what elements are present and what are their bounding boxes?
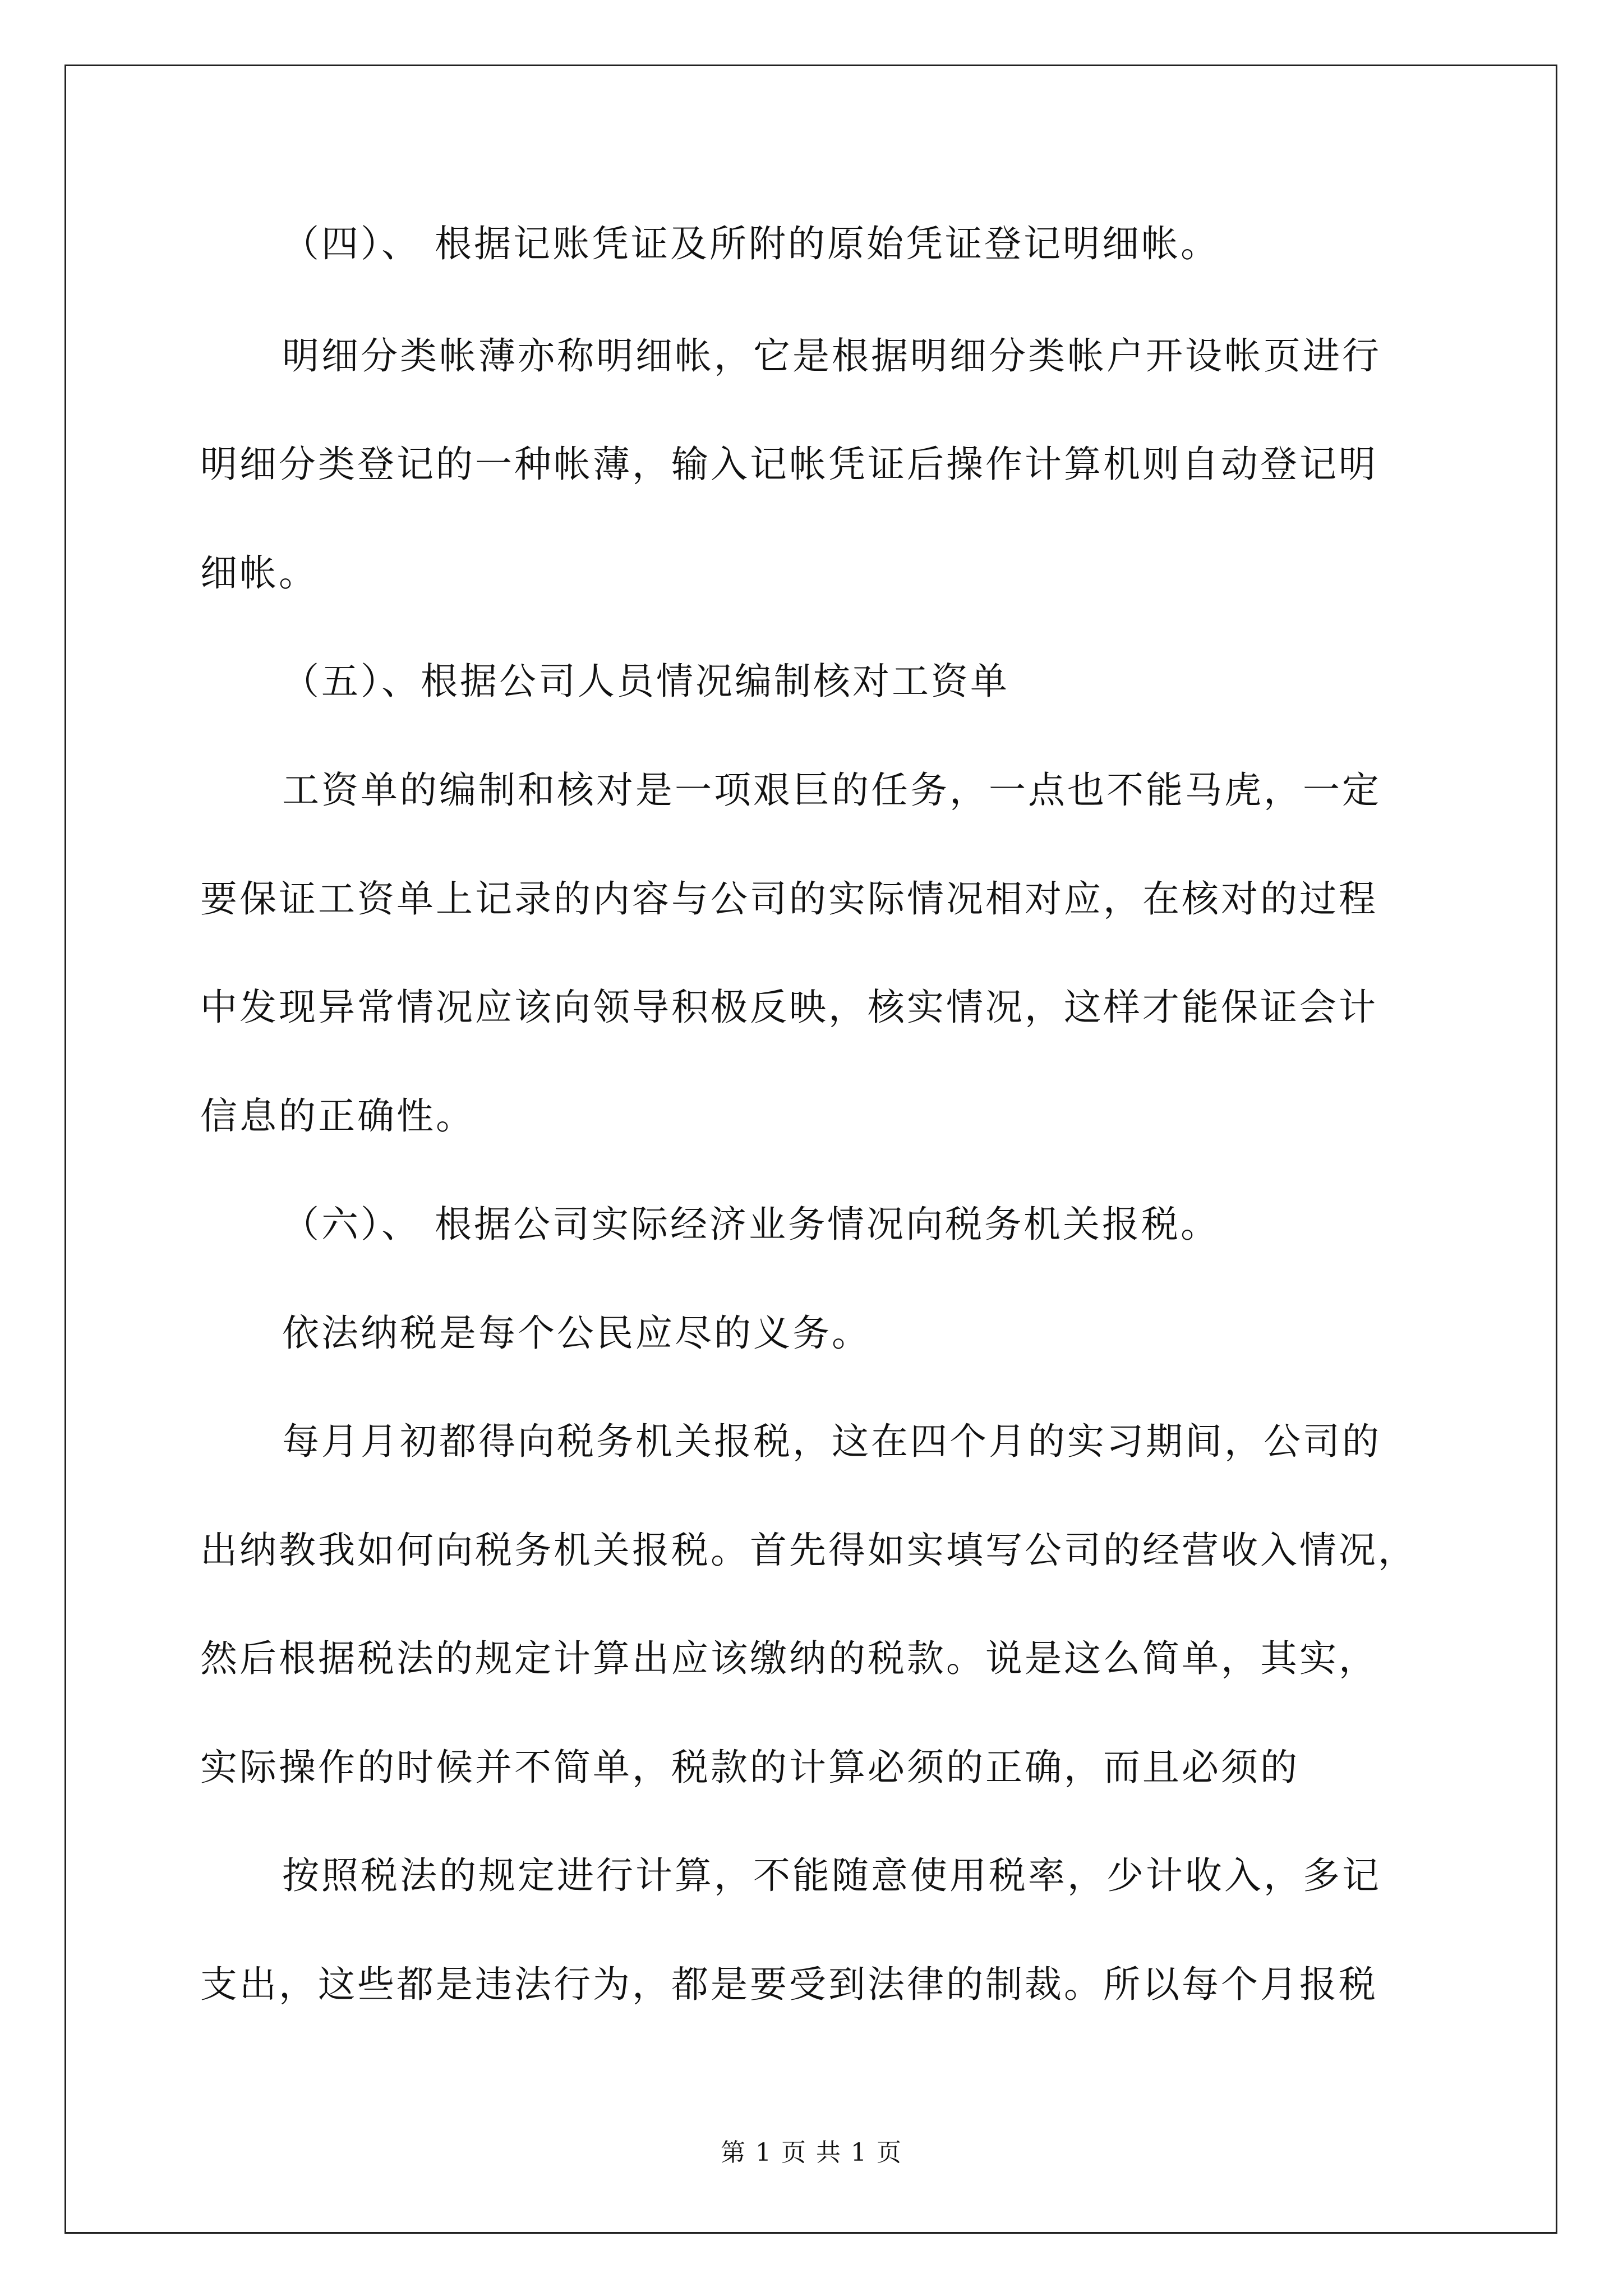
heading-section-6: （六）、 根据公司实际经济业务情况向税务机关报税。 — [282, 1203, 1220, 1246]
paragraph-line: 中发现异常情况应该向领导积极反映，核实情况，这样才能保证会计 — [200, 986, 1378, 1029]
paragraph-line: 依法纳税是每个公民应尽的义务。 — [282, 1312, 871, 1355]
heading-section-5: （五）、根据公司人员情况编制核对工资单 — [282, 660, 1009, 703]
heading-section-4: （四）、 根据记账凭证及所附的原始凭证登记明细帐。 — [282, 222, 1220, 265]
paragraph-line: 细帐。 — [200, 551, 318, 595]
paragraph-line: 出纳教我如何向税务机关报税。首先得如实填写公司的经营收入情况， — [200, 1529, 1417, 1572]
paragraph-line: 信息的正确性。 — [200, 1094, 475, 1138]
paragraph-line: 实际操作的时候并不简单，税款的计算必须的正确，而且必须的 — [200, 1746, 1299, 1789]
paragraph-line: 工资单的编制和核对是一项艰巨的任务，一点也不能马虎，一定 — [282, 769, 1381, 812]
paragraph-line: 每月月初都得向税务机关报税，这在四个月的实习期间，公司的 — [282, 1420, 1381, 1463]
paragraph-line: 然后根据税法的规定计算出应该缴纳的税款。说是这么简单，其实， — [200, 1637, 1378, 1680]
page-border — [64, 65, 1557, 2234]
paragraph-line: 明细分类帐薄亦称明细帐，它是根据明细分类帐户开设帐页进行 — [282, 334, 1381, 378]
paragraph-line: 支出，这些都是违法行为，都是要受到法律的制裁。所以每个月报税 — [200, 1963, 1378, 2006]
paragraph-line: 按照税法的规定进行计算，不能随意使用税率，少计收入，多记 — [282, 1854, 1381, 1897]
paragraph-line: 明细分类登记的一种帐薄，输入记帐凭证后操作计算机则自动登记明 — [200, 443, 1378, 486]
page-number-footer: 第 1 页 共 1 页 — [721, 2138, 902, 2167]
paragraph-line: 要保证工资单上记录的内容与公司的实际情况相对应，在核对的过程 — [200, 877, 1378, 921]
